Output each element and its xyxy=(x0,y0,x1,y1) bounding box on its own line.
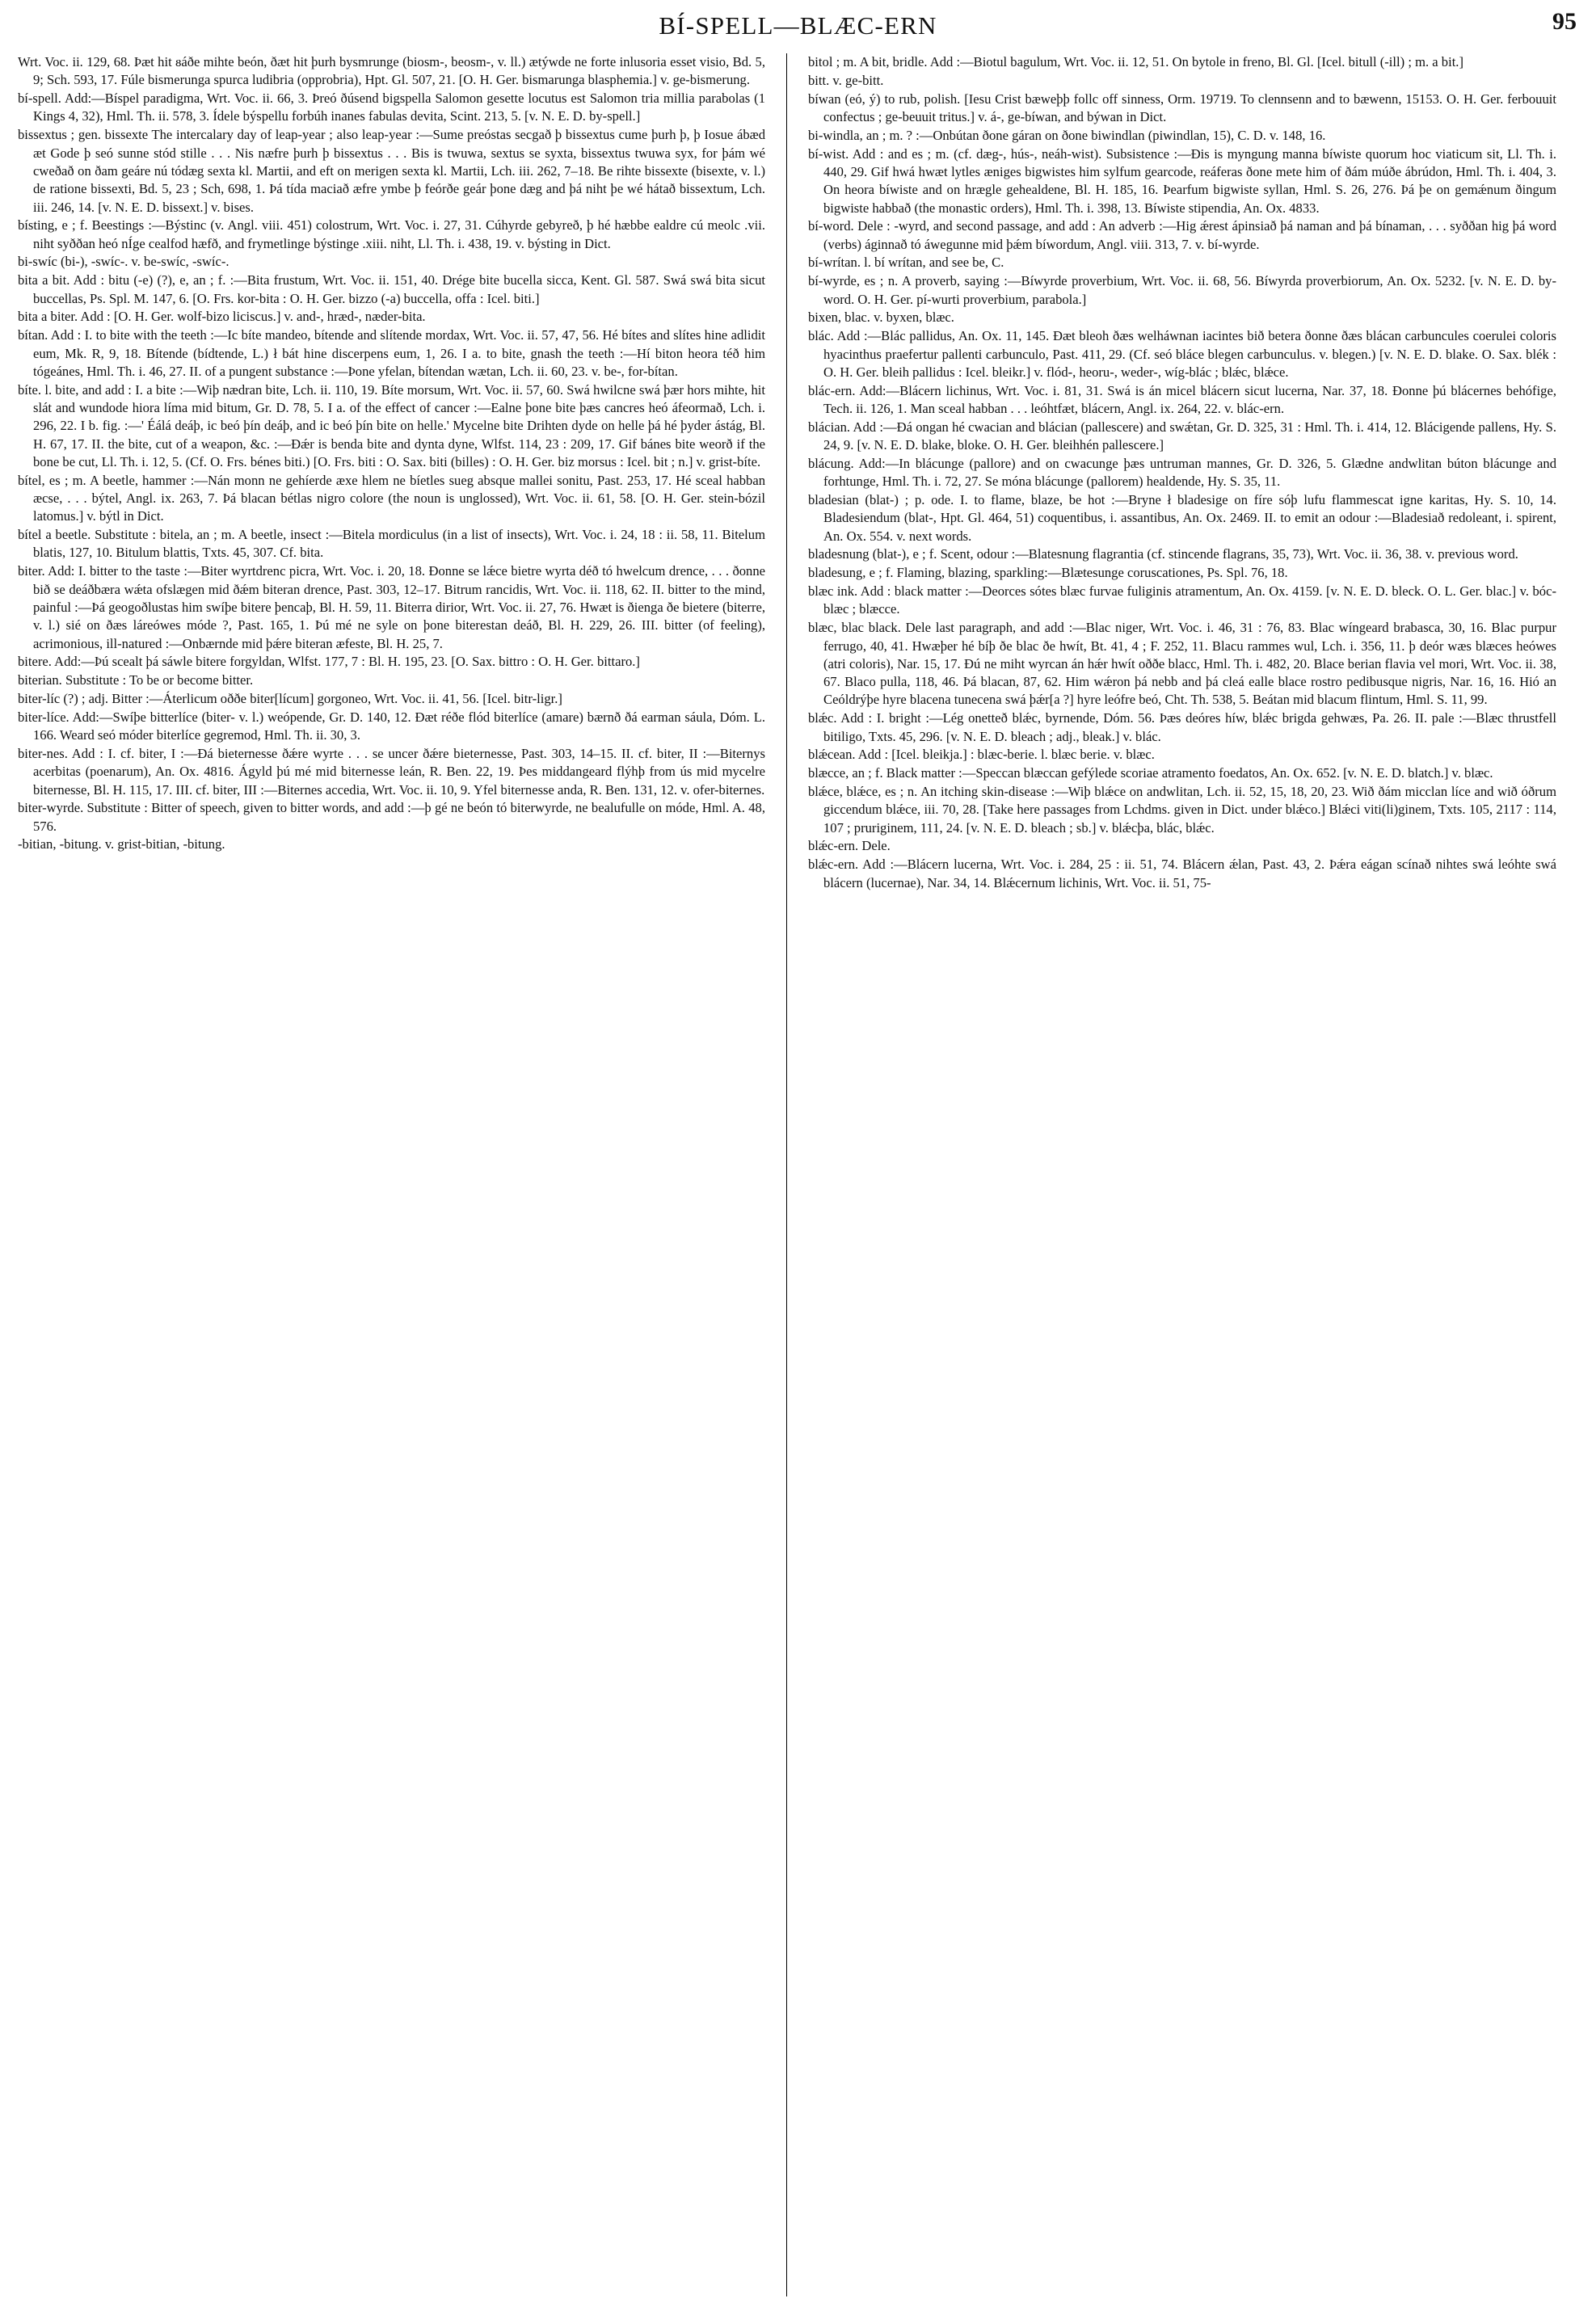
dictionary-entry: blácian. Add :—Ðá ongan hé cwacian and blácian (pallescere) and swǽtan, Gr. D. 325, 31 : Hml. Th. i. 414, 12. Blácigende pallens, Hy. S. 24, 9. [v. N. E. D. blake, bloke. O. H. Ger. bleihhén pallescere.] xyxy=(808,419,1556,453)
dictionary-entry: bladesian (blat-) ; p. ode. I. to flame, blaze, be hot :—Bryne ł bladesige on fíre sóþ lufu flammescat igne karitas, Hy. S. 10, 14. Bladesiendum (blat-, Hpt. Gl. 464, 51) coquentibus, i. assantibus, An. Ox. 2469. II. to emit an odour :—Bladesiað redoleant, i. spirent, An. Ox. 554. v. next words. xyxy=(808,492,1556,544)
dictionary-entry: bitere. Add:—Þú scealt þá sáwle bitere forgyldan, Wlfst. 177, 7 : Bl. H. 195, 23. [O. Sax. bittro : O. H. Ger. bittaro.] xyxy=(18,654,640,670)
page-header xyxy=(0,6,1596,48)
dictionary-entry: blác-ern. Add:—Blácern lichinus, Wrt. Voc. i. 81, 31. Swá is án micel blácern sicut lucerna, Nar. 37, 18. Ðonne þú blácernes behófige, Tech. ii. 126, 1. Man sceal habban . . . leóhtfæt, blácern, Angl. ix. 264, 22. v. blác-ern. xyxy=(808,382,1556,416)
dictionary-entry: bíwan (eó, ý) to rub, polish. [Iesu Crist bæweþþ follc off sinness, Orm. 19719. To clennsenn and to bæwenn, 15153. O. H. Ger. ferbouuit confectus ; ge-beuuit tritus.] v. á-, ge-bíwan, and býwan in Dict. xyxy=(808,91,1556,124)
dictionary-entry: blác. Add :—Blác pallidus, An. Ox. 11, 145. Ðæt bleoh ðæs welháwnan iacintes bið betera ðonne ðæs blácan carbuncules coerulei coloris hyacinthus praefertur pallenti carbunculo, Past. 411, 29. (Cf. seó bláce blegen carbunculus. v. blegen.) [v. N. E. D. blake. O. Sax. blék : O. H. Ger. bleih pallidus : Icel. bleikr.] v. flód-, heoru-, weder-, wíg-blác ; blǽc, blǽce. xyxy=(808,328,1556,380)
dictionary-entry: bita a biter. Add : [O. H. Ger. wolf-bizo liciscus.] v. and-, hræd-, næder-bita. xyxy=(18,309,426,325)
dictionary-entry: -bitian, -bitung. v. grist-bitian, -bitung. xyxy=(18,836,225,852)
dictionary-entry: bí-word. Dele : -wyrd, and second passage, and add : An adverb :—Hig ǽrest ápinsiað þá naman and þá bínaman, . . . syððan hig þá word (verbs) áginnað tó áwegunne mid þǽm bíwordum, Angl. viii. 313, 7. v. bí-wyrde. xyxy=(808,218,1556,252)
dictionary-entry: biter-líc (?) ; adj. Bitter :—Áterlicum oððe biter[lícum] gorgoneo, Wrt. Voc. ii. 41, 56. [Icel. bitr-ligr.] xyxy=(18,690,562,706)
dictionary-entry: blǽcean. Add : [Icel. bleikja.] : blæc-berie. l. blæc berie. v. blæc. xyxy=(808,747,1155,763)
dictionary-entry: Wrt. Voc. ii. 129, 68. Þæt hit ᴕáðe mihte beón, ðæt hit þurh bysmrunge (biosm-, beosm-, v. ll.) ætýwde ne forte inlusoria esset visio, Bd. 5, 9; Sch. 593, 17. Fúle bismerunga spurca ludibria (opprobria), Hpt. Gl. 507, 21. [O. H. Ger. bismarunga blasphemia.] v. ge-bismerung. xyxy=(18,54,765,88)
dictionary-entry: bissextus ; gen. bissexte The intercalary day of leap-year ; also leap-year :—Sume preóstas secgað þ bissextus cume þurh þ, þ Iosue ábæd æt Gode þ seó sunne stód stille . . . Nis næfre þurh þ bissextus . . . Bis is twuwa, sextus se syxta, bissextus twuwa syx, for þám wé cweðað on ðam geáre nú tódæg sexta kl. Martii, and eft on merigen sexta kl. Martii, Lch. iii. 262, 7–18. Be rihte bissexte (bisexte, v. l.) de ratione bissexti, Bd. 5, 23 ; Sch, 698, 1. Þá tída maciað æfre ymbe þ feórðe geár þone dæg and þá niht þe wé hátað bissextum, Lch. iii. 246, 14. [v. N. E. D. bissext.] v. bises. xyxy=(18,127,765,215)
dictionary-entry: biter-wyrde. Substitute : Bitter of speech, given to bitter words, and add :—þ gé ne beón tó biterwyrde, ne bealufulle on móde, Hml. A. 48, 576. xyxy=(18,800,765,834)
running-title: BÍ-SPELL—BLÆC-ERN xyxy=(659,11,937,40)
dictionary-entry: blǽce, blǽce, es ; n. An itching skin-disease :—Wiþ blǽce on andwlitan, Lch. ii. 52, 15, 18, 20, 23. Wið ðám micclan líce and wið óðrum giccendum blǽce, iii. 70, 28. [Take here passages from Lchdms. given in Dict. under blǽco.] Blǽci viti(li)ginem, Txts. 105, 2117 : 114, 107 ; pruriginem, 111, 24. [v. N. E. D. bleach ; sb.] v. blǽcþa, blác, blǽc. xyxy=(808,784,1556,836)
dictionary-entry: bixen, blac. v. byxen, blæc. xyxy=(808,309,954,326)
dictionary-entry: bíte. l. bite, and add : I. a bite :—Wiþ nædran bite, Lch. ii. 110, 19. Bíte morsum, Wrt. Voc. ii. 57, 60. Swá hwilcne swá þær hors mihte, hit slát and wundode hiora líma mid bitum, Gr. D. 78, 5. I a. of the effect of cancer :—Ealne þone bite þæs cancres heó áfeormað, Lch. i. 296, 22. I b. fig. :—' Éálá deáþ, ic beó þín deáþ, and ic beó þín bite on helle.' Mycelne bite Drihten dyde on helle þá hé þyder ástág, Bl. H. 67, 17. II. the bite, cut of a weapon, &c. :—Ðǽr is benda bite and dynta dyne, Wlfst. 114, 23 : 209, 17. Gif bánes bite weorð if the bone be cut, Ll. Th. i. 12, 5. (Cf. O. Frs. bénes biti.) [O. Frs. biti : O. Sax. biti (billes) : O. H. Ger. biz morsus : Icel. bit ; n.] v. grist-bíte. xyxy=(18,381,765,469)
dictionary-entry: blæc ink. Add : black matter :—Deorces sótes blæc furvae fuliginis atramentum, An. Ox. 4159. [v. N. E. D. bleck. O. L. Ger. blac.] v. bóc-blæc ; blæcce. xyxy=(808,583,1556,617)
dictionary-entry: bi-swíc (bi-), -swíc-. v. be-swíc, -swíc-. xyxy=(18,254,230,270)
dictionary-entry: blæc, blac black. Dele last paragraph, and add :—Blac niger, Wrt. Voc. i. 46, 31 : 76, 83. Blac wíngeard brabasca, 30, 16. Blac purpur ferrugo, 40, 41. Hwæþer hé bíþ ðe blac ðe hwít, Bt. 41, 4 ; F. 252, 11. Blacu rammes wul, Lch. i. 356, 11. þ deór wæs blæces heówes (atri coloris), Nar. 15, 17. Ðú ne miht wyrcan án hǽr hwít oððe blacc, Hml. Th. i. 482, 20. Blace berian flavia vel mori, Wrt. Voc. ii. 38, 67. Blaco pulla, 118, 46. Þá blacan, 87, 62. Him wǽron þá nebb and þá cleá ealle blace rostro pedibusque nigris, Nar. 16, 16. Hió an Ceóldrýþe hyre blacena tunecena swá þǽr[a ?] hyre leófre beó, Cht. Th. 538, 5. Beátan mid blacum flintum, Hml. S. 11, 99. xyxy=(808,620,1556,708)
dictionary-entry: blácung. Add:—In blácunge (pallore) and on cwacunge þæs untruman mannes, Gr. D. 326, 5. Glædne andwlitan búton blácunge and forhtunge, Hml. Th. i. 72, 27. Se móna blácunge (pallorem) healdende, Hy. S. 35, 11. xyxy=(808,455,1556,490)
two-column-body xyxy=(18,53,1578,2296)
dictionary-entry: blǽc-ern. Add :—Blácern lucerna, Wrt. Voc. i. 284, 25 : ii. 51, 74. Blácern ǽlan, Past. 43, 2. Þǽra eágan scínað nihtes swá leóhte swá blácern (lucernae), Nar. 34, 14. Blǽcernum lichinis, Wrt. Voc. ii. 51, 75- xyxy=(808,857,1556,890)
dictionary-entry: bítel, es ; m. A beetle, hammer :—Nán monn ne gehíerde æxe hlem ne bíetles sueg absque mallei sonitu, Past. 253, 17. Hé sceal habban æcse, . . . býtel, Angl. ix. 263, 7. Þá blacan bétlas nigro colore (the noun is unglossed), Wrt. Voc. ii. 61, 58. [O. H. Ger. stein-bózil latomus.] v. býtl in Dict. xyxy=(18,472,765,524)
dictionary-entry: bítel a beetle. Substitute : bitela, an ; m. A beetle, insect :—Bitela mordiculus (in a list of insects), Wrt. Voc. i. 24, 18 : ii. 58, 11. Bitelum blatis, 127, 10. Bitulum blattis, Txts. 45, 307. Cf. bita. xyxy=(18,527,765,561)
dictionary-entry: bladesnung (blat-), e ; f. Scent, odour :—Blatesnung flagrantia (cf. stincende flagrans, 35, 73), Wrt. Voc. ii. 36, 38. v. previous word. xyxy=(808,546,1518,562)
dictionary-entry: bladesung, e ; f. Flaming, blazing, sparkling:—Blætesunge coruscationes, Ps. Spl. 76, 18. xyxy=(808,565,1288,581)
dictionary-entry: blǽc. Add : I. bright :—Lég onetteð blǽc, byrnende, Dóm. 56. Þæs deóres híw, blǽc brigda gehwæs, Pa. 26. II. pale :—Blæc thrustfell bitiligo, Txts. 45, 296. [v. N. E. D. bleach ; adj., bleak.] v. blác. xyxy=(808,710,1556,744)
dictionary-entry: bí-spell. Add:—Bíspel paradigma, Wrt. Voc. ii. 66, 3. Þreó ðúsend bigspella Salomon gesette locutus est Salomon tria millia parabolas (1 Kings 4, 32), Hml. Th. ii. 578, 3. Ídele býspellu forbúh inanes fabulas devita, Scint. 213, 5. [v. N. E. D. by-spell.] xyxy=(18,91,765,124)
page-number: 95 xyxy=(1552,8,1577,35)
dictionary-entry: bita a bit. Add : bitu (-e) (?), e, an ; f. :—Bita frustum, Wrt. Voc. ii. 151, 40. Drége bite bucella sicca, Kent. Gl. 587. Swá swá bita sicut buccellas, Ps. Spl. M. 147, 6. [O. Frs. kor-bita : O. H. Ger. bizzo (-a) buccella, offa : Icel. biti.] xyxy=(18,272,765,306)
dictionary-entry: bítan. Add : I. to bite with the teeth :—Ic bíte mandeo, bítende and slítende mordax, Wrt. Voc. ii. 57, 47, 56. Hé bítes and slítes hine adlidit eum, Mk. R, 9, 18. Bítende (bídtende, L.) ł bát hine discerpens eum, 1, 26. I a. to bite, gnash the teeth :—Hí biton heora téð him tógeánes, Hml. Th. i. 46, 27. II. of a pungent substance :—Þone yfelan, bítendan wætan, Lch. ii. 60, 23. v. be-, for-bítan. xyxy=(18,327,765,379)
dictionary-entry: blǽc-ern. Dele. xyxy=(808,838,891,854)
left-column xyxy=(18,53,787,2296)
dictionary-entry: bí-wrítan. l. bí wrítan, and see be, C. xyxy=(808,255,1004,271)
dictionary-entry: biterian. Substitute : To be or become bitter. xyxy=(18,672,254,688)
dictionary-entry: biter-líce. Add:—Swíþe bitterlíce (biter- v. l.) weópende, Gr. D. 140, 12. Ðæt réðe flód biterlíce (amare) bærnð ðá earman sáula, Dóm. L. 166. Weard seó móder biterlíce gegremod, Hml. Th. ii. 30, 3. xyxy=(18,709,765,743)
dictionary-entry: bí-wyrde, es ; n. A proverb, saying :—Bíwyrde proverbium, Wrt. Voc. ii. 68, 56. Bíwyrda proverbiorum, An. Ox. 5232. [v. N. E. D. by-word. O. H. Ger. pí-wurti proverbium, parabola.] xyxy=(808,273,1556,307)
dictionary-entry: bi-windla, an ; m. ? :—Onbútan ðone gáran on ðone biwindlan (piwindlan, 15), C. D. v. 148, 16. xyxy=(808,127,1326,143)
dictionary-entry: bísting, e ; f. Beestings :—Býstinc (v. Angl. viii. 451) colostrum, Wrt. Voc. i. 27, 31. Cúhyrde gebyreð, þ hé hæbbe ealdre cú meolc .vii. niht syððan heó nÍge cealfod hæfð, and frymetlinge býstinge .xiii. niht, Ll. Th. i. 438, 19. v. býsting in Dict. xyxy=(18,217,765,251)
right-column xyxy=(787,53,1556,2296)
dictionary-entry: bitt. v. ge-bitt. xyxy=(808,72,884,88)
dictionary-entry: bitol ; m. A bit, bridle. Add :—Biotul bagulum, Wrt. Voc. ii. 12, 51. On bytole in freno, Bl. Gl. [Icel. bitull (-ill) ; m. a bit.] xyxy=(808,54,1463,69)
dictionary-entry: biter. Add: I. bitter to the taste :—Biter wyrtdrenc picra, Wrt. Voc. i. 20, 18. Ðonne se lǽce bietre wyrta déð tó hwelcum drence, . . . ðonne bið se deáðbæra wǽta ofslægen mid ðǽm biteran drence, Past. 303, 12–17. Bitrum rancidis, Wrt. Voc. ii. 118, 62. II. bitter to the mind, painful :—Þá geogoðlustas him swíþe bitere þencaþ, Bl. H. 59, 11. Biterra dirior, Wrt. Voc. ii. 27, 76. Hwæt is ðienga ðe bietere (biterre, v. l.) sié on ðæs láreówes móde ?, Past. 165, 1. Þú mé ne syle on þone biterestan deáð, Bl. H. 229, 26. III. bitter (of feeling), acrimonious, ill-natured :—Onbærnde mid þǽre biteran æfeste, Bl. H. 25, 7. xyxy=(18,563,765,651)
dictionary-entry: bí-wist. Add : and es ; m. (cf. dæg-, hús-, neáh-wist). Subsistence :—Ðis is myngung manna bíwiste quorum hoc viaticum sit, Ll. Th. i. 440, 29. Gif hwá hwæt lytles æniges bigwistes him sylfum gearcode, reáferas ðone mete him of ðám múðe ábrúdon, Hml. Th. i. 404, 3. On heora bíwiste and on hrægle gehealdene, Bl. H. 185, 16. Þearfum bigwiste syllan, Hml. S. 26, 276. Þá þe on gemǽnum ðingum bigwiste habbað (the monastic orders), Hml. Th. i. 398, 13. Bíwiste stipendia, An. Ox. 4833. xyxy=(808,145,1556,216)
dictionary-entry: biter-nes. Add : I. cf. biter, I :—Ðá bieternesse ðǽre wyrte . . . se uncer ðǽre bieternesse, Past. 303, 14–15. II. cf. biter, II :—Biternys acerbitas (poenarum), An. Ox. 4816. Ágyld þú mé mid biternesse leán, R. Ben. 22, 19. Þes middangeard flýhþ from ús mid mycelre biternesse, Bl. H. 115, 17. III. cf. biter, III :—Biternes accedia, Wrt. Voc. ii. 10, 9. Yfel biternesse anda, R. Ben. 131, 12. v. ofer-biternes. xyxy=(18,745,765,798)
dictionary-entry: blæcce, an ; f. Black matter :—Speccan blæccan gefýlede scoriae atramento foedatos, An. Ox. 652. [v. N. E. D. blatch.] v. blæc. xyxy=(808,765,1493,781)
